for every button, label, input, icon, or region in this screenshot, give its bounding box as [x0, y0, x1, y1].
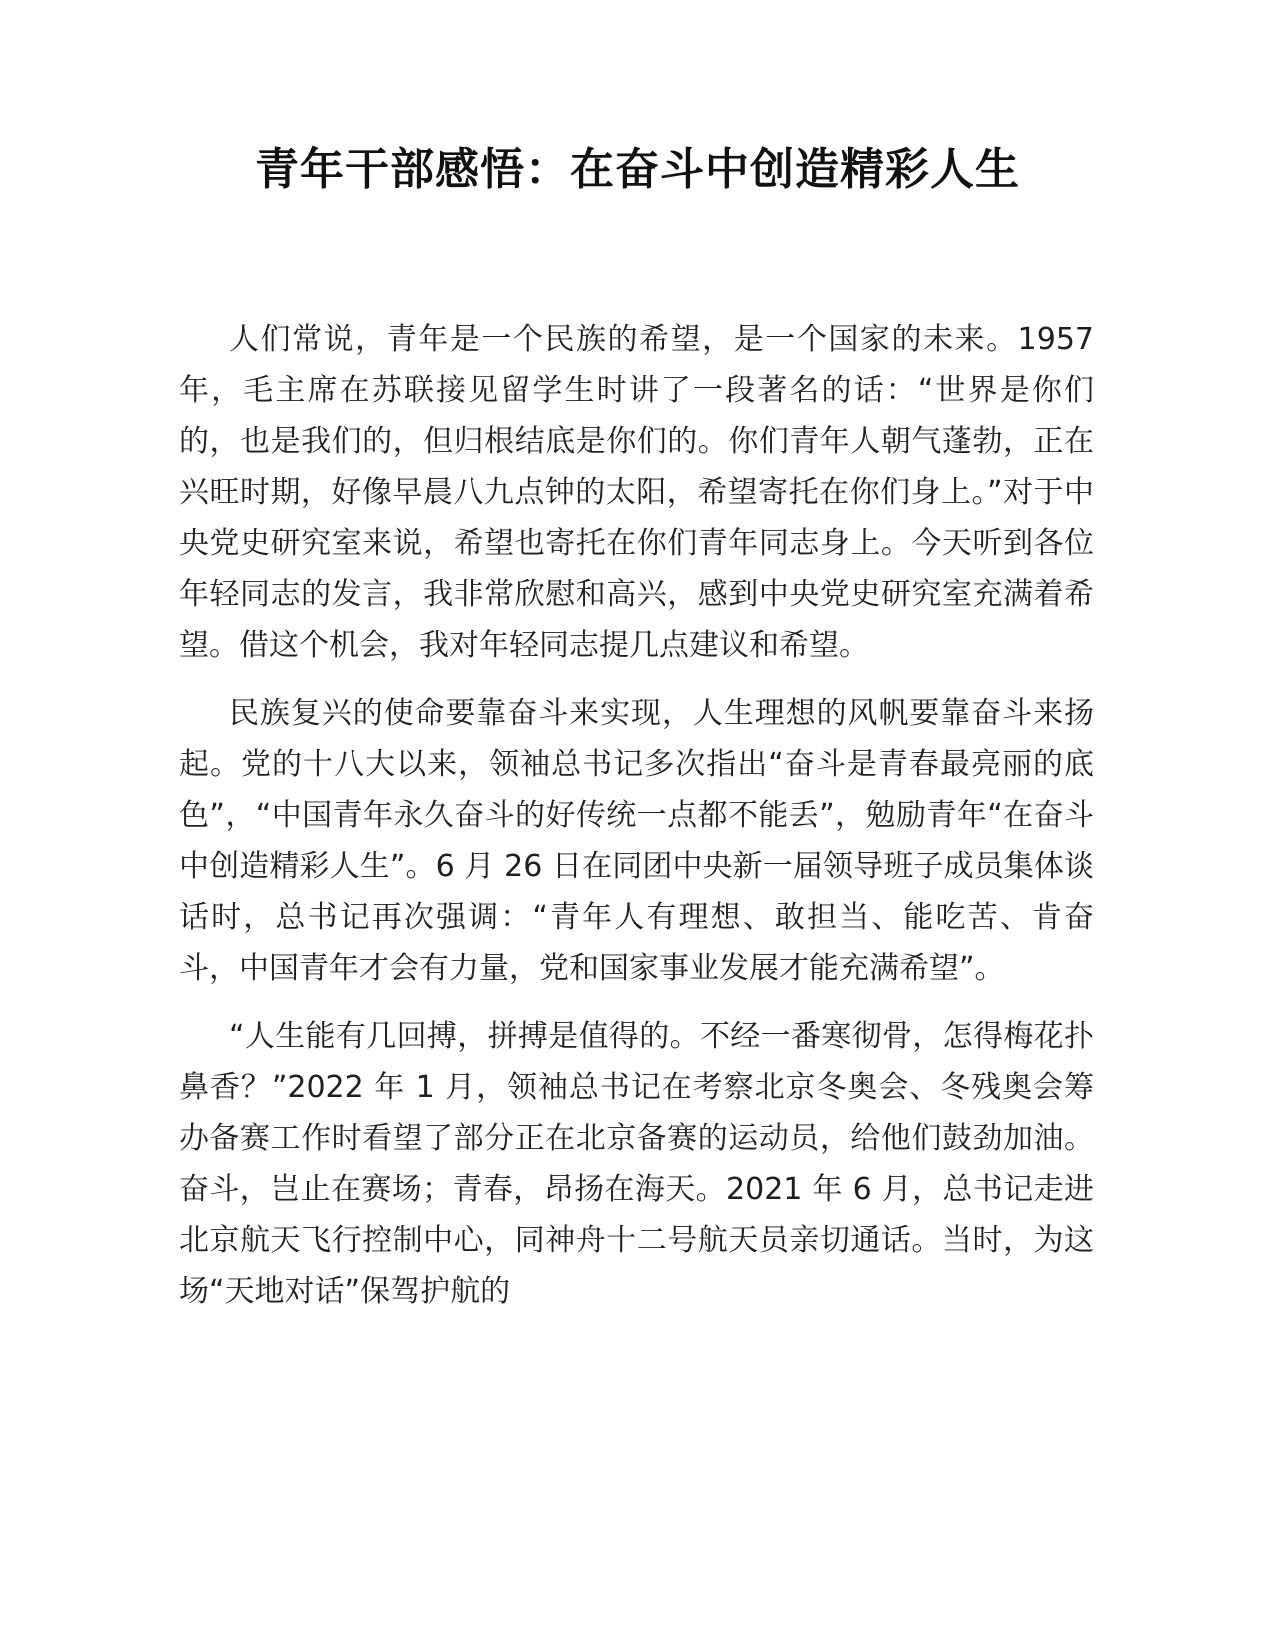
paragraph-2: 民族复兴的使命要靠奋斗来实现，人生理想的风帆要靠奋斗来扬起。党的十八大以来，领袖总书记多次指出“奋斗是青春最亮丽的底色”，“中国青年永久奋斗的好传统一点都不能丢”，勉励青年“在奋斗中创造精彩人生”。6 月 26 日在同团中央新一届领导班子成员集体谈话时，总书记再次强调：“青年人有理想、敢担当、能吃苦、肯奋斗，中国青年才会有力量，党和国家事业发展才能充满希望”。 — [179, 696, 1094, 986]
paragraph-3: “人生能有几回搏，拼搏是值得的。不经一番寒彻骨，怎得梅花扑鼻香？”2022 年 1 月，领袖总书记在考察北京冬奥会、冬残奥会筹办备赛工作时看望了部分正在北京备赛的运动员，给他们鼓劲加油。奋斗，岂止在赛场；青春，昂扬在海天。2021 年 6 月，总书记走进北京航天飞行控制中心，同神舟十二号航天员亲切通话。当时，为这场“天地对话”保驾护航的 — [179, 1019, 1094, 1309]
paragraph-1: 人们常说，青年是一个民族的希望，是一个国家的未来。1957 年，毛主席在苏联接见留学生时讲了一段著名的话：“世界是你们的，也是我们的，但归根结底是你们的。你们青年人朝气蓬勃，正在兴旺时期，好像早晨八九点钟的太阳，希望寄托在你们身上。”对于中央党史研究室来说，希望也寄托在你们青年同志身上。今天听到各位年轻同志的发言，我非常欣慰和高兴，感到中央党史研究室充满着希望。借这个机会，我对年轻同志提几点建议和希望。 — [179, 322, 1094, 663]
document-title: 青年干部感悟：在奋斗中创造精彩人生 — [255, 144, 1020, 195]
document-body — [179, 314, 1094, 1334]
